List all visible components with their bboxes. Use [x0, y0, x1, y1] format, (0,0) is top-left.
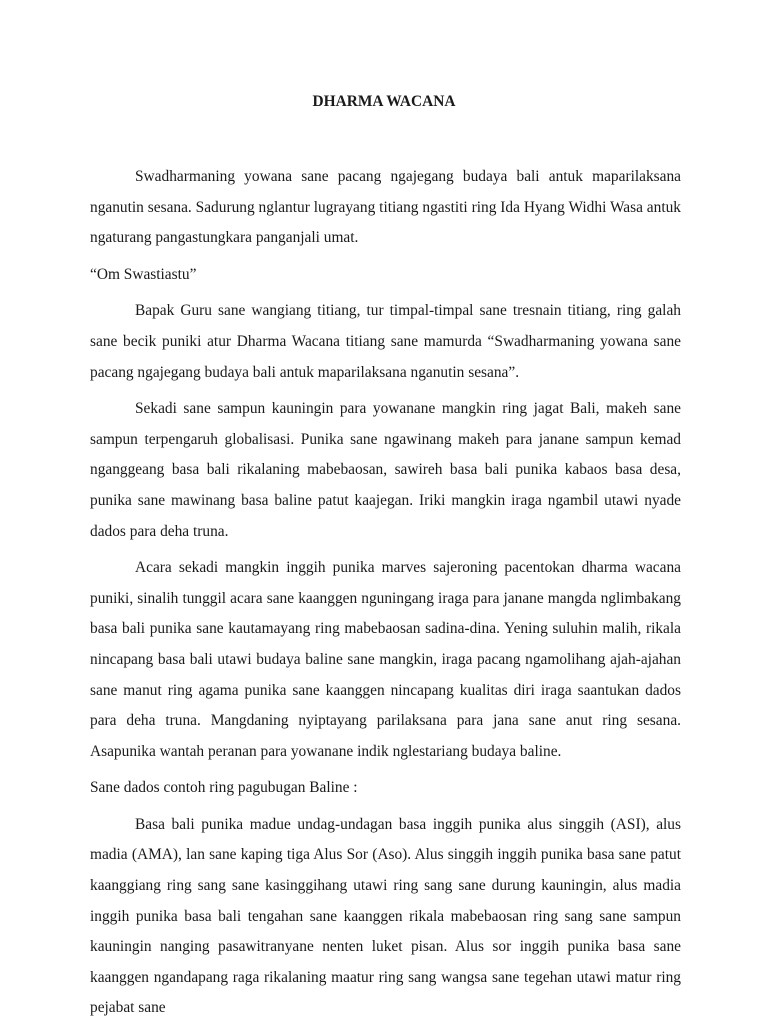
paragraph-globalization: Sekadi sane sampun kauningin para yowanane mangkin ring jagat Bali, makeh sane sampun terpengaruh globalisasi. Punika sane ngawinang makeh para janane sampun kemad nganggeang basa bali rikalaning mabebaosan, sawireh basa bali punika kabaos basa desa, punika sane mawinang basa baline patut kaajegan. Iriki mangkin iraga ngambil utawi nyade dados para deha truna. — [90, 400, 681, 540]
document-title: DHARMA WACANA — [312, 93, 456, 110]
paragraph-example-heading: Sane dados contoh ring pagubugan Baline : — [90, 779, 358, 797]
paragraph-address: Bapak Guru sane wangiang titiang, tur timpal-timpal sane tresnain titiang, ring galah sane becik puniki atur Dharma Wacana titiang sane mamurda “Swadharmaning yowana sane pacang ngajegang budaya bali antuk maparilaksana nganutin sesana”. — [90, 302, 681, 381]
paragraph-opening: Swadharmaning yowana sane pacang ngajegang budaya bali antuk maparilaksana nganutin sesana. Sadurung nglantur lugrayang titiang ngastiti ring Ida Hyang Widhi Wasa antuk ngaturang pangastungkara panganjali umat. — [90, 168, 681, 247]
paragraph-competition: Acara sekadi mangkin inggih punika marves sajeroning pacentokan dharma wacana puniki, sinalih tunggil acara sane kaanggen nguningang iraga para janane mangda nglimbakang basa bali punika sane kautamayang ring mabebaosan sadina-dina. Yening suluhin malih, rikala nincapang basa bali utawi budaya baline sane mangkin, iraga pacang ngamolihang ajah-ajahan sane manut ring agama punika sane kaanggen nincapang kualitas diri iraga saantukan dados para deha truna. Mangdaning nyiptayang parilaksana para jana sane anut ring sesana. Asapunika wantah peranan para yowanane indik nglestariang budaya baline. — [90, 559, 681, 760]
paragraph-greeting: “Om Swastiastu” — [90, 265, 197, 283]
document-body — [90, 162, 681, 1030]
paragraph-language-levels: Basa bali punika madue undag-undagan basa inggih punika alus singgih (ASI), alus madia (AMA), lan sane kaping tiga Alus Sor (Aso). Alus singgih inggih punika basa sane patut kaanggiang ring sang sane kasinggihang utawi ring sang sane durung kauningin, alus madia inggih punika basa bali tengahan sane kaanggen rikala mabebaosan ring sang sane sampun kauningin nanging pasawitranyane nenten luket pisan. Alus sor inggih punika basa sane kaanggen ngandapang raga rikalaning maatur ring sang wangsa sane tegehan utawi matur ring pejabat sane — [90, 815, 681, 1017]
